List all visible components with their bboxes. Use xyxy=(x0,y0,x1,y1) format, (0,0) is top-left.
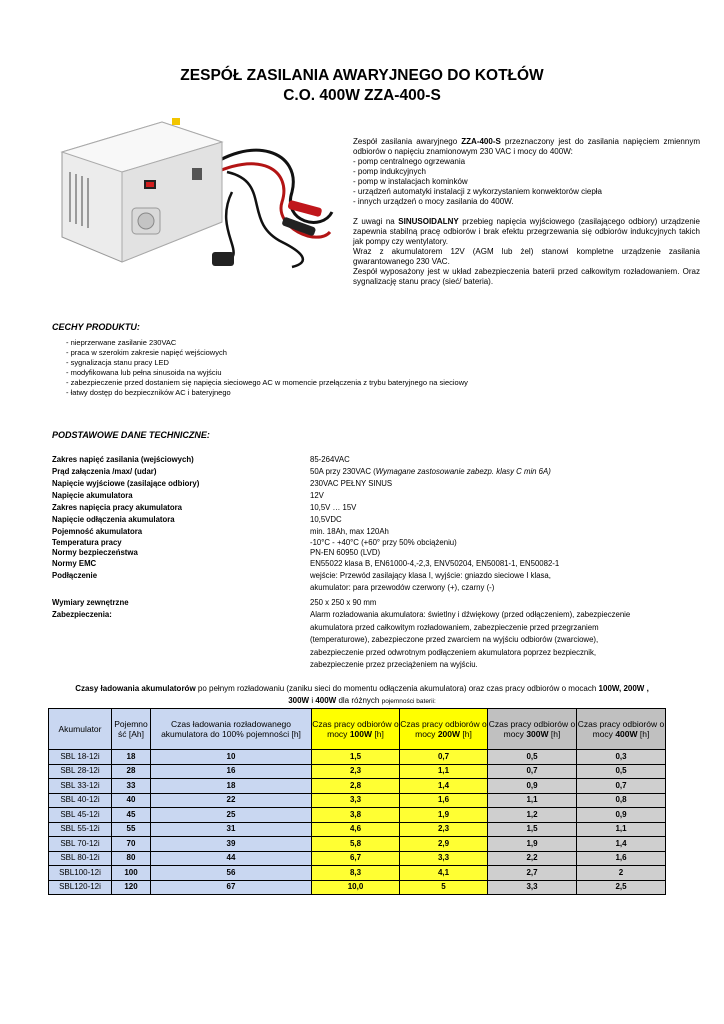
cell-300w: 3,3 xyxy=(488,880,577,895)
table-row xyxy=(49,793,666,808)
cell-pojemnosc: 28 xyxy=(112,764,151,779)
cell-100w: 3,3 xyxy=(312,793,400,808)
cell-akumulator: SBL120-12i xyxy=(49,880,112,895)
specs-list xyxy=(52,454,672,673)
cell-pojemnosc: 33 xyxy=(112,779,151,794)
cell-300w: 2,2 xyxy=(488,851,577,866)
cell-400w: 0,3 xyxy=(577,750,666,765)
feature-item: - łatwy dostęp do bezpieczników AC i bateryjnego xyxy=(66,388,231,397)
spec-row-dimensions xyxy=(52,597,672,609)
spec-value: 10,5VDC xyxy=(310,515,342,524)
intro-text xyxy=(353,137,700,287)
header-text: Czas pracy odbiorów o mocy xyxy=(400,719,487,739)
feature-item: - praca w szerokim zakresie napięć wejściowych xyxy=(66,348,227,357)
intro-text-post: przeznaczony jest do zasilania napięciem zmiennym odbiorów o napięciu znamionowym 230 VAC i mocy do 400W: xyxy=(353,137,700,156)
cell-400w: 1,1 xyxy=(577,822,666,837)
col-header-300w xyxy=(488,709,577,750)
cell-100w: 2,3 xyxy=(312,764,400,779)
header-unit: [h] xyxy=(639,729,650,739)
cell-akumulator: SBL 28-12i xyxy=(49,764,112,779)
spec-row xyxy=(52,454,672,466)
cell-pojemnosc: 80 xyxy=(112,851,151,866)
cell-400w: 2,5 xyxy=(577,880,666,895)
cell-200w: 2,3 xyxy=(400,822,488,837)
cell-akumulator: SBL100-12i xyxy=(49,866,112,881)
cell-czas-ladowania: 18 xyxy=(151,779,312,794)
cell-400w: 0,9 xyxy=(577,808,666,823)
spec-row-temp xyxy=(52,538,672,548)
table-row xyxy=(49,837,666,852)
cell-czas-ladowania: 25 xyxy=(151,808,312,823)
spec-label: Wymiary zewnętrzne xyxy=(52,598,129,607)
cell-400w: 2 xyxy=(577,866,666,881)
intro-paragraph-1 xyxy=(353,137,700,157)
spec-label: Normy bezpieczeństwa xyxy=(52,548,138,557)
feature-item: - sygnalizacja stanu pracy LED xyxy=(66,358,169,367)
intro-text-pre: Zespół zasilania awaryjnego xyxy=(353,137,462,146)
page-title: ZESPÓŁ ZASILANIA AWARYJNEGO DO KOTŁÓW xyxy=(180,67,544,84)
table-row xyxy=(49,750,666,765)
cell-pojemnosc: 40 xyxy=(112,793,151,808)
cell-300w: 0,5 xyxy=(488,750,577,765)
col-header-akumulator: Akumulator xyxy=(49,709,112,750)
header-text: Czas pracy odbiorów o mocy xyxy=(577,719,665,739)
spec-value-line: (temperaturowe), zabezpieczone przed zwarciem na wyjściu odbiorów (zwarciowe), xyxy=(310,635,599,644)
spec-value xyxy=(310,466,551,478)
header-unit: [h] xyxy=(374,729,384,739)
charging-times-table xyxy=(48,708,666,895)
spec-row-norms xyxy=(52,548,672,558)
cell-czas-ladowania: 31 xyxy=(151,822,312,837)
intro-list-item: - pomp w instalacjach kominków xyxy=(353,177,468,186)
spec-value: -10°C - +40°C (+60° przy 50% obciążeniu) xyxy=(310,538,457,547)
model-name: ZZA-400-S xyxy=(461,137,501,146)
spec-row xyxy=(52,466,672,478)
cell-czas-ladowania: 67 xyxy=(151,880,312,895)
intro-list-item: - pomp indukcyjnych xyxy=(353,167,426,176)
cell-300w: 2,7 xyxy=(488,866,577,881)
spec-value: min. 18Ah, max 120Ah xyxy=(310,527,389,536)
spec-value-line: akumulator: para przewodów czerwony (+), czarny (-) xyxy=(310,583,495,592)
table-row xyxy=(49,764,666,779)
cell-akumulator: SBL 80-12i xyxy=(49,851,112,866)
header-text: Czas pracy odbiorów o mocy xyxy=(488,719,576,739)
spec-label: Pojemność akumulatora xyxy=(52,527,143,536)
cell-100w: 10,0 xyxy=(312,880,400,895)
product-photo xyxy=(52,112,338,272)
spec-label: Podłączenie xyxy=(52,571,98,580)
cell-czas-ladowania: 39 xyxy=(151,837,312,852)
cell-300w: 1,5 xyxy=(488,822,577,837)
spec-value-line: wejście: Przewód zasilający klasa I, wyjście: gniazdo sieciowe I klasa, xyxy=(310,571,551,580)
header-power: 300W xyxy=(526,729,549,739)
col-header-400w xyxy=(577,709,666,750)
cell-300w: 0,7 xyxy=(488,764,577,779)
table-row xyxy=(49,808,666,823)
cell-akumulator: SBL 45-12i xyxy=(49,808,112,823)
cell-100w: 5,8 xyxy=(312,837,400,852)
spec-label: Zakres napięcia pracy akumulatora xyxy=(52,503,183,512)
cell-300w: 1,1 xyxy=(488,793,577,808)
cell-300w: 1,2 xyxy=(488,808,577,823)
spec-row xyxy=(52,514,672,526)
spec-label: Napięcie odłączenia akumulatora xyxy=(52,515,175,524)
spec-row xyxy=(52,502,672,514)
cell-100w: 2,8 xyxy=(312,779,400,794)
caption-bold: Czasy ładowania akumulatorów xyxy=(75,684,196,693)
cell-pojemnosc: 55 xyxy=(112,822,151,837)
cell-300w: 1,9 xyxy=(488,837,577,852)
table-row xyxy=(49,880,666,895)
intro-list-item: - pomp centralnego ogrzewania xyxy=(353,157,466,166)
cell-czas-ladowania: 22 xyxy=(151,793,312,808)
cell-100w: 4,6 xyxy=(312,822,400,837)
intro-list-item: - urządzeń automatyki instalacji z wykorzystaniem konwektorów ciepła xyxy=(353,187,602,196)
feature-item: - zabezpieczenie przed dostaniem się napięcia sieciowego AC w momencie przełączenia z trybu bateryjnego na sieciowy xyxy=(66,378,468,387)
intro-paragraph-2 xyxy=(353,217,700,247)
header-power: 100W xyxy=(349,729,373,739)
cell-400w: 1,6 xyxy=(577,851,666,866)
caption-bold: 100W, 200W , xyxy=(598,684,649,693)
features-heading: CECHY PRODUKTU: xyxy=(52,322,140,332)
col-header-200w xyxy=(400,709,488,750)
spec-value-line: zabezpieczenie przed odwrotnym podłączeniem akumulatora poprzez bezpiecznik, xyxy=(310,647,597,657)
spec-value-line: akumulatora przed całkowitym rozładowaniem, zabezpieczenie przed przegrzaniem xyxy=(310,622,599,632)
cell-czas-ladowania: 10 xyxy=(151,750,312,765)
cell-200w: 4,1 xyxy=(400,866,488,881)
spec-row xyxy=(52,478,672,490)
cell-100w: 1,5 xyxy=(312,750,400,765)
spec-label: Napięcie akumulatora xyxy=(52,491,133,500)
cell-pojemnosc: 18 xyxy=(112,750,151,765)
col-header-czas-ladowania: Czas ładowania rozładowanego akumulatora do 100% pojemności [h] xyxy=(151,709,312,750)
spec-value xyxy=(310,570,551,594)
cell-100w: 8,3 xyxy=(312,866,400,881)
intro-paragraph-3: Wraz z akumulatorem 12V (AGM lub żel) stanowi kompletne urządzenie zasilania gwarantowanego 230 VAC. xyxy=(353,247,700,266)
cell-pojemnosc: 45 xyxy=(112,808,151,823)
table-row xyxy=(49,851,666,866)
cell-300w: 0,9 xyxy=(488,779,577,794)
features-list xyxy=(66,338,468,398)
cell-czas-ladowania: 56 xyxy=(151,866,312,881)
cell-akumulator: SBL 55-12i xyxy=(49,822,112,837)
page-subtitle: C.O. 400W ZZA-400-S xyxy=(283,87,441,104)
sinus-keyword: SINUSOIDALNY xyxy=(398,217,459,226)
header-unit: [h] xyxy=(462,729,472,739)
spec-label: Napięcie wyjściowe (zasilające odbiory) xyxy=(52,479,200,488)
table-body xyxy=(49,750,666,895)
header-power: 200W xyxy=(437,729,461,739)
spec-row xyxy=(52,526,672,538)
caption-small: pojemności baterii: xyxy=(381,698,436,705)
table-caption xyxy=(20,683,704,708)
spec-row-connection xyxy=(52,570,672,594)
intro-text-post: przebieg napięcia wyjściowego (zasilającego odbiory) urządzenie zapewnia stabilną pracę odbiorów i brak efektu przegrzewania się odbiorów indukcyjnych takich jak pompy czy wentylatory. xyxy=(353,217,700,246)
cell-200w: 2,9 xyxy=(400,837,488,852)
cell-200w: 5 xyxy=(400,880,488,895)
cell-200w: 1,4 xyxy=(400,779,488,794)
caption-text: po pełnym rozładowaniu (zaniku sieci do momentu odłączenia akumulatora) oraz czas pracy odbiorów o mocach xyxy=(195,684,599,693)
intro-list-item: - innych urządzeń o mocy zasilania do 400W. xyxy=(353,197,514,206)
feature-item: - modyfikowana lub pełna sinusoida na wyjściu xyxy=(66,368,222,377)
specs-heading: PODSTAWOWE DANE TECHNICZNE: xyxy=(52,430,210,440)
table-row xyxy=(49,822,666,837)
spec-value: 85-264VAC xyxy=(310,455,350,464)
spec-label: Temperatura pracy xyxy=(52,538,122,547)
table-row xyxy=(49,779,666,794)
spec-value: PN-EN 60950 (LVD) xyxy=(310,548,381,557)
cell-400w: 0,5 xyxy=(577,764,666,779)
spec-value: 250 x 250 x 90 mm xyxy=(310,598,377,607)
spec-value: EN55022 klasa B, EN61000-4,-2,3, ENV50204, EN50081-1, EN50082-1 xyxy=(310,559,560,568)
spec-row xyxy=(52,490,672,502)
cell-czas-ladowania: 44 xyxy=(151,851,312,866)
spec-value: 12V xyxy=(310,491,324,500)
header-text: Czas pracy odbiorów o mocy xyxy=(312,719,399,739)
spec-row-protection xyxy=(52,609,672,673)
cell-akumulator: SBL 18-12i xyxy=(49,750,112,765)
cell-200w: 0,7 xyxy=(400,750,488,765)
spec-value: 10,5V … 15V xyxy=(310,503,357,512)
spec-label: Prąd załączenia /max/ (udar) xyxy=(52,467,157,476)
header-unit: [h] xyxy=(550,729,561,739)
table-row xyxy=(49,866,666,881)
caption-text: i xyxy=(309,696,316,705)
cell-100w: 6,7 xyxy=(312,851,400,866)
caption-bold: 300W xyxy=(288,696,310,705)
cell-czas-ladowania: 16 xyxy=(151,764,312,779)
cell-pojemnosc: 120 xyxy=(112,880,151,895)
cell-400w: 1,4 xyxy=(577,837,666,852)
spec-value xyxy=(310,609,630,672)
feature-item: - nieprzerwane zasilanie 230VAC xyxy=(66,338,177,347)
cell-200w: 3,3 xyxy=(400,851,488,866)
cell-400w: 0,7 xyxy=(577,779,666,794)
spec-label: Zabezpieczenia: xyxy=(52,610,112,619)
cell-100w: 3,8 xyxy=(312,808,400,823)
caption-text: dla różnych xyxy=(336,696,382,705)
spec-value-line: Alarm rozładowania akumulatora: świetlny i dźwiękowy (przed odłączeniem), zabezpieczenie xyxy=(310,610,631,619)
cell-200w: 1,9 xyxy=(400,808,488,823)
cell-200w: 1,1 xyxy=(400,764,488,779)
col-header-100w xyxy=(312,709,400,750)
intro-paragraph-4: Zespół wyposażony jest w układ zabezpieczenia baterii przed całkowitym rozładowaniem. Oraz sygnalizację stanu pracy (sieć/ bateria). xyxy=(353,267,700,286)
cell-200w: 1,6 xyxy=(400,793,488,808)
spec-value: 230VAC PEŁNY SINUS xyxy=(310,479,393,488)
cell-akumulator: SBL 70-12i xyxy=(49,837,112,852)
spec-row-emc xyxy=(52,558,672,570)
intro-text-pre: Z uwagi na xyxy=(353,217,399,226)
spec-value-text: 50A przy 230VAC ( xyxy=(310,467,376,476)
spec-label: Normy EMC xyxy=(52,559,97,568)
col-header-pojemnosc: Pojemno ść [Ah] xyxy=(112,709,151,750)
cell-400w: 0,8 xyxy=(577,793,666,808)
caption-bold: 400W xyxy=(315,696,337,705)
cell-pojemnosc: 70 xyxy=(112,837,151,852)
spec-label: Zakres napięć zasilania (wejściowych) xyxy=(52,455,194,464)
spec-value-line: zabezpieczenie przez przeciążeniem na wyjściu. xyxy=(310,660,478,669)
cell-pojemnosc: 100 xyxy=(112,866,151,881)
table-header-row xyxy=(49,709,666,750)
spec-value-note: Wymagane zastosowanie zabezp. klasy C min 6A) xyxy=(375,467,551,476)
cell-akumulator: SBL 33-12i xyxy=(49,779,112,794)
header-power: 400W xyxy=(615,729,638,739)
cell-akumulator: SBL 40-12i xyxy=(49,793,112,808)
